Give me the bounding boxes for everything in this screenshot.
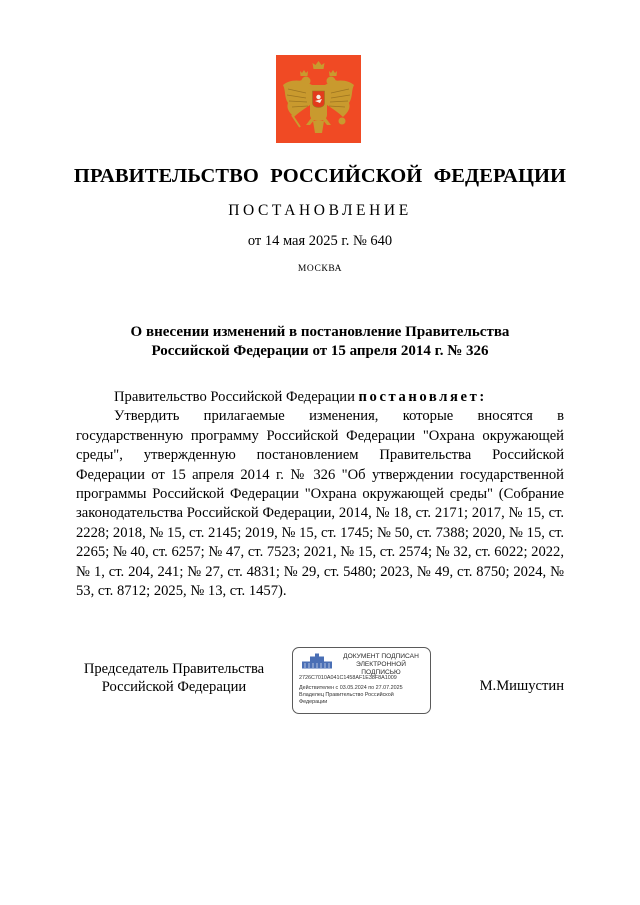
document-body xyxy=(76,388,564,601)
signer-position-line-2: Российской Федерации xyxy=(101,679,247,695)
stamp-title-line-2: ЭЛЕКТРОННОЙ ПОДПИСЬЮ xyxy=(356,661,406,676)
decree-intro xyxy=(76,388,564,407)
subject-line-1: О внесении изменений в постановление Правительства xyxy=(130,324,510,340)
stamp-validity: Действителен с 03.05.2024 по 27.07.2025 xyxy=(299,685,403,691)
document-city: МОСКВА xyxy=(297,264,343,274)
stamp-owner-line-1: Владелец Правительство Российской xyxy=(299,692,394,698)
decree-word: постановляет: xyxy=(358,389,487,405)
government-house-icon xyxy=(301,653,333,670)
electronic-signature-stamp xyxy=(292,647,431,714)
stamp-title-line-1: ДОКУМЕНТ ПОДПИСАН xyxy=(343,653,419,660)
stamp-title xyxy=(337,653,425,677)
double-headed-eagle-icon xyxy=(276,55,361,143)
signer-position xyxy=(76,660,272,696)
coat-of-arms-emblem xyxy=(276,55,361,143)
document-subject xyxy=(70,323,570,361)
intro-text: Правительство Российской Федерации xyxy=(114,389,359,405)
stamp-certificate: 2726C7010A041C1458AF1E38F8A1009 xyxy=(299,675,397,681)
signer-name: М.Мишустин xyxy=(479,678,564,694)
government-title: ПРАВИТЕЛЬСТВО РОССИЙСКОЙ ФЕДЕРАЦИИ xyxy=(73,165,567,187)
decree-paragraph: Утвердить прилагаемые изменения, которые вносятся в государственную программу Российской Федерации "Охрана окружающей среды", утвержденную постановлением Правительства Российской Федерации от 15 апреля 2014 г. № 326 "Об утверждении государственной программы Российской Федерации "Охрана окружающей среды" (Собрание законодательства Российской Федерации, 2014, № 18, ст. 2171; 2017, № 15, ст. 2228; 2018, № 15, ст. 2145; 2019, № 15, ст. 1745; № 50, ст. 7388; 2020, № 15, ст. 2265; № 40, ст. 6257; № 47, ст. 7523; 2021, № 15, ст. 2574; № 32, ст. 6022; 2022, № 1, ст. 204, 241; № 27, ст. 4831; № 29, ст. 5480; 2023, № 49, ст. 8750; 2024, № 53, ст. 8712; 2025, № 13, ст. 1457). xyxy=(76,408,564,600)
stamp-owner-line-2: Федерации xyxy=(299,699,328,705)
signer-position-line-1: Председатель Правительства xyxy=(83,661,265,677)
document-type: ПОСТАНОВЛЕНИЕ xyxy=(228,202,412,219)
document-date-number: от 14 мая 2025 г. № 640 xyxy=(247,233,393,249)
subject-line-2: Российской Федерации от 15 апреля 2014 г. № 326 xyxy=(151,343,489,359)
